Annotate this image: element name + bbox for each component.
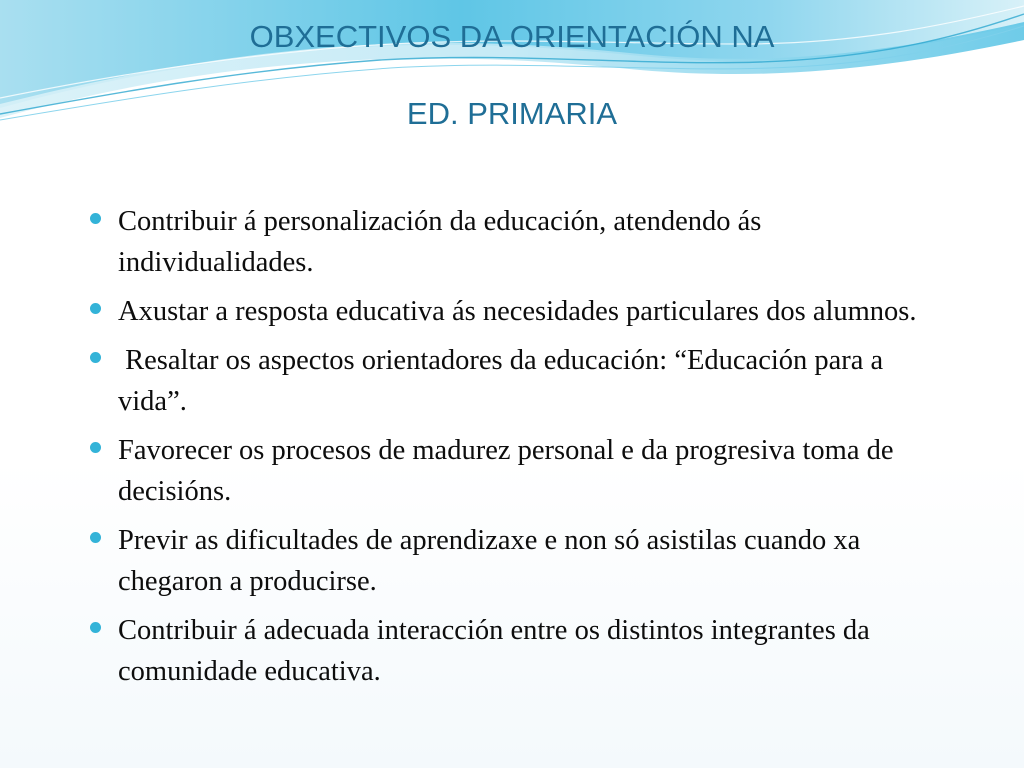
bullet-dot-icon (90, 532, 101, 543)
bullet-text-5: Previr as dificultades de aprendizaxe e non só asistilas cuando xa chegaron a producirse. (118, 525, 861, 597)
bullet-item-3 (88, 340, 958, 422)
bullet-item-6 (88, 610, 958, 692)
bullet-dot-icon (90, 352, 101, 363)
bullet-item-2 (88, 291, 958, 332)
bullet-text-3: Resaltar os aspectos orientadores da educación: “Educación para a vida”. (118, 345, 891, 417)
bullet-text-4: Favorecer os procesos de madurez personal e da progresiva toma de decisións. (118, 435, 894, 507)
bullet-text-2: Axustar a resposta educativa ás necesidades particulares dos alumnos. (118, 296, 917, 327)
bullet-dot-icon (90, 442, 101, 453)
slide-title-line-2: ED. PRIMARIA (406, 96, 618, 131)
bullet-dot-icon (90, 622, 101, 633)
bullet-dot-icon (90, 303, 101, 314)
bullet-item-1 (88, 201, 958, 283)
bullet-dot-icon (90, 213, 101, 224)
bullet-list (88, 201, 958, 700)
bullet-text-6: Contribuir á adecuada interacción entre os distintos integrantes da comunidade educativa. (118, 615, 870, 687)
bullet-item-5 (88, 520, 958, 602)
slide-title-line-1: OBXECTIVOS DA ORIENTACIÓN NA (249, 19, 775, 54)
bullet-item-4 (88, 430, 958, 512)
bullet-text-1: Contribuir á personalización da educación, atendendo ás individualidades. (118, 206, 762, 278)
